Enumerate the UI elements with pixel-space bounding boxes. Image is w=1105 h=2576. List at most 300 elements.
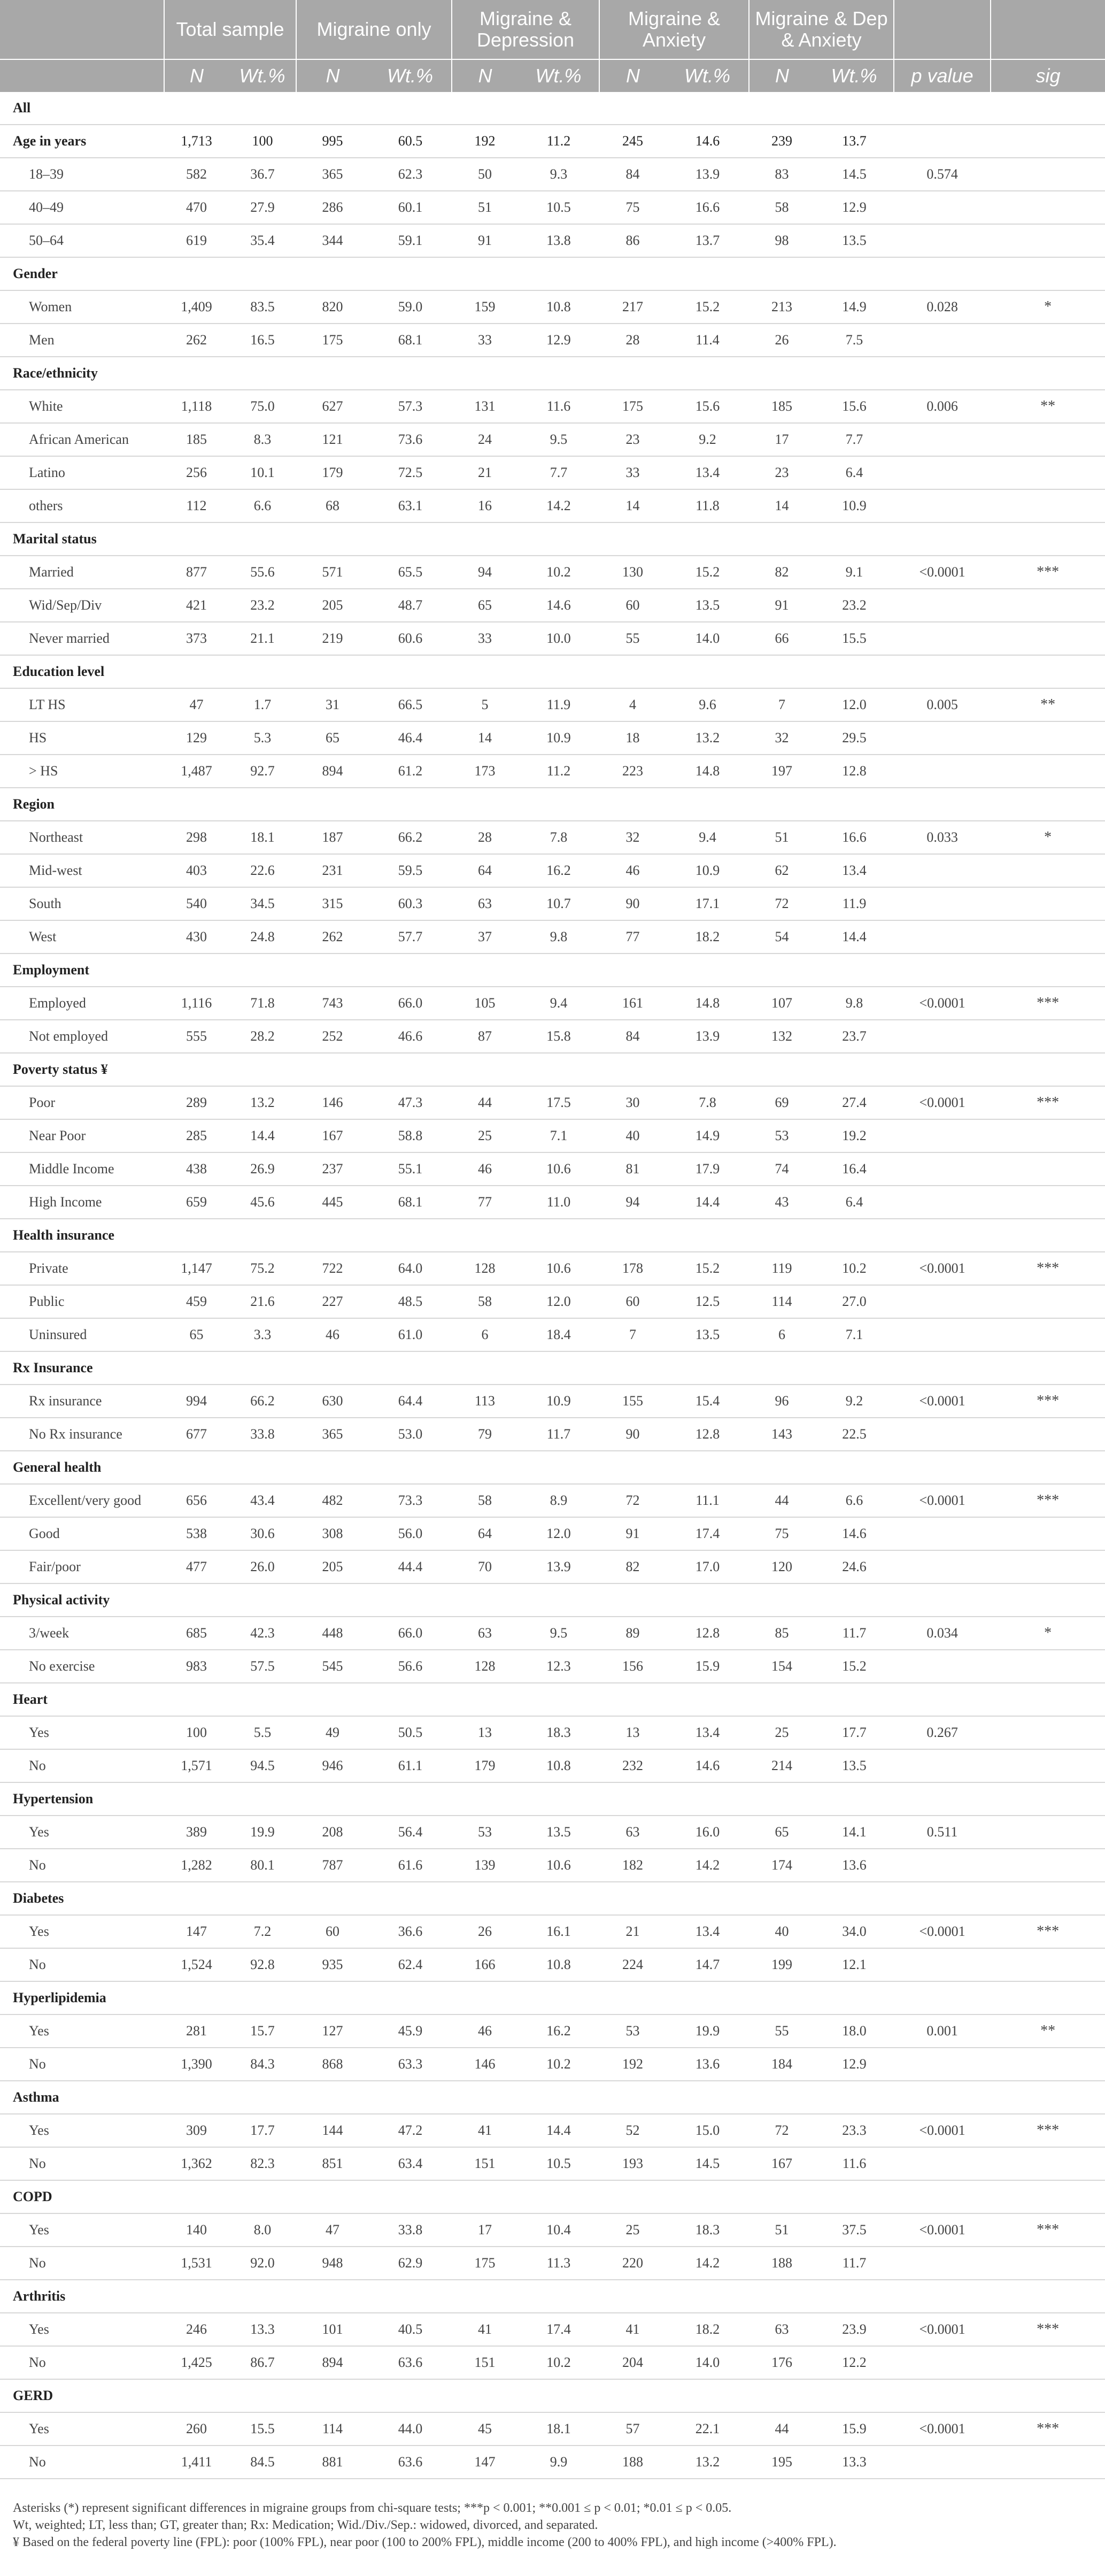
cell-mig-dep-n: 28	[452, 821, 518, 854]
cell-migraine-only-n: 219	[296, 622, 369, 655]
cell-total-n: 1,362	[164, 2147, 229, 2180]
cell-mig-dep-n: 146	[452, 2048, 518, 2081]
subheader-n: N	[296, 59, 369, 92]
cell-mig-dep-anx-n: 184	[749, 2048, 815, 2081]
section-label: Heart	[0, 1683, 1105, 1716]
cell-mig-anx-wt: 17.1	[666, 887, 749, 920]
cell-mig-dep-anx-n: 53	[749, 1119, 815, 1152]
cell-mig-anx-n: 55	[599, 622, 666, 655]
cell-migraine-only-wt: 66.5	[369, 688, 452, 721]
cell-mig-anx-n: 72	[599, 1484, 666, 1517]
cell-total-n: 659	[164, 1186, 229, 1219]
cell-migraine-only-wt: 62.9	[369, 2247, 452, 2280]
table-row	[0, 2313, 1105, 2346]
section-row	[0, 2280, 1105, 2313]
cell-sig	[991, 1948, 1105, 1981]
cell-mig-anx-n: 86	[599, 224, 666, 257]
cell-mig-anx-n: 60	[599, 589, 666, 622]
cell-mig-dep-wt: 10.0	[518, 622, 599, 655]
cell-total-n: 47	[164, 688, 229, 721]
cell-mig-dep-n: 113	[452, 1385, 518, 1418]
cell-mig-dep-anx-n: 143	[749, 1418, 815, 1451]
section-label: Poverty status ¥	[0, 1053, 1105, 1086]
cell-mig-dep-n: 33	[452, 622, 518, 655]
cell-total-n: 260	[164, 2412, 229, 2446]
cell-mig-anx-n: 7	[599, 1318, 666, 1351]
cell-total-wt: 42.3	[229, 1617, 296, 1650]
cell-mig-anx-n: 46	[599, 854, 666, 887]
cell-mig-anx-wt: 10.9	[666, 854, 749, 887]
header-group-row	[0, 0, 1105, 59]
cell-mig-dep-anx-wt: 23.9	[815, 2313, 894, 2346]
cell-mig-dep-n: 13	[452, 1716, 518, 1749]
cell-total-n: 685	[164, 1617, 229, 1650]
section-label: Diabetes	[0, 1882, 1105, 1915]
cell-mig-dep-anx-wt: 16.4	[815, 1152, 894, 1186]
cell-mig-dep-n: 16	[452, 489, 518, 522]
table-row	[0, 290, 1105, 324]
cell-mig-anx-n: 91	[599, 1517, 666, 1550]
cell-mig-dep-anx-wt: 37.5	[815, 2213, 894, 2247]
cell-total-wt: 92.0	[229, 2247, 296, 2280]
cell-total-wt: 21.6	[229, 1285, 296, 1318]
cell-mig-dep-anx-wt: 14.5	[815, 158, 894, 191]
cell-sig	[991, 1716, 1105, 1749]
cell-mig-anx-wt: 13.4	[666, 456, 749, 489]
cell-mig-anx-wt: 11.1	[666, 1484, 749, 1517]
cell-mig-dep-anx-wt: 18.0	[815, 2014, 894, 2048]
cell-mig-anx-wt: 14.5	[666, 2147, 749, 2180]
cell-mig-dep-n: 17	[452, 2213, 518, 2247]
cell-mig-dep-wt: 11.2	[518, 755, 599, 788]
cell-total-wt: 18.1	[229, 821, 296, 854]
cell-migraine-only-n: 286	[296, 191, 369, 224]
header-migraine-anxiety: Migraine & Anxiety	[599, 0, 749, 59]
table-row	[0, 1749, 1105, 1782]
cell-mig-dep-n: 21	[452, 456, 518, 489]
section-row	[0, 1219, 1105, 1252]
cell-p-value	[894, 1186, 991, 1219]
cell-mig-anx-n: 192	[599, 2048, 666, 2081]
table-row	[0, 1484, 1105, 1517]
cell-migraine-only-wt: 64.4	[369, 1385, 452, 1418]
cell-mig-dep-anx-wt: 7.5	[815, 324, 894, 357]
cell-sig	[991, 1318, 1105, 1351]
cell-mig-dep-n: 128	[452, 1650, 518, 1683]
section-label: Race/ethnicity	[0, 357, 1105, 390]
cell-mig-anx-n: 130	[599, 556, 666, 589]
cell-mig-anx-n: 52	[599, 2114, 666, 2147]
table-row	[0, 423, 1105, 456]
cell-migraine-only-wt: 45.9	[369, 2014, 452, 2048]
cell-total-wt: 92.7	[229, 755, 296, 788]
row-label: Employed	[0, 987, 164, 1020]
cell-mig-dep-anx-n: 72	[749, 2114, 815, 2147]
row-label: > HS	[0, 755, 164, 788]
cell-mig-anx-wt: 17.4	[666, 1517, 749, 1550]
cell-mig-anx-n: 53	[599, 2014, 666, 2048]
table-row	[0, 1086, 1105, 1119]
cell-p-value: <0.0001	[894, 2213, 991, 2247]
cell-total-wt: 14.4	[229, 1119, 296, 1152]
cell-mig-dep-anx-wt: 27.4	[815, 1086, 894, 1119]
cell-mig-dep-wt: 9.8	[518, 920, 599, 953]
cell-p-value	[894, 854, 991, 887]
cell-migraine-only-n: 722	[296, 1252, 369, 1285]
section-label: Arthritis	[0, 2280, 1105, 2313]
cell-mig-dep-n: 151	[452, 2147, 518, 2180]
cell-total-n: 582	[164, 158, 229, 191]
cell-total-n: 1,524	[164, 1948, 229, 1981]
cell-mig-dep-anx-n: 54	[749, 920, 815, 953]
header-total-sample: Total sample	[164, 0, 296, 59]
cell-mig-anx-wt: 7.8	[666, 1086, 749, 1119]
cell-mig-dep-anx-wt: 13.6	[815, 1849, 894, 1882]
cell-sig	[991, 423, 1105, 456]
cell-sig: ***	[991, 2114, 1105, 2147]
cell-mig-dep-anx-n: 195	[749, 2446, 815, 2479]
cell-mig-dep-anx-wt: 34.0	[815, 1915, 894, 1948]
cell-migraine-only-wt: 59.5	[369, 854, 452, 887]
cell-migraine-only-n: 121	[296, 423, 369, 456]
cell-mig-dep-n: 50	[452, 158, 518, 191]
cell-mig-dep-n: 53	[452, 1816, 518, 1849]
cell-mig-dep-n: 25	[452, 1119, 518, 1152]
cell-mig-dep-wt: 13.8	[518, 224, 599, 257]
cell-mig-dep-n: 51	[452, 191, 518, 224]
cell-mig-anx-wt: 13.4	[666, 1716, 749, 1749]
cell-migraine-only-n: 144	[296, 2114, 369, 2147]
cell-mig-dep-anx-wt: 10.9	[815, 489, 894, 522]
cell-total-n: 1,425	[164, 2346, 229, 2379]
cell-total-n: 540	[164, 887, 229, 920]
cell-mig-dep-anx-n: 58	[749, 191, 815, 224]
cell-mig-dep-anx-n: 98	[749, 224, 815, 257]
cell-mig-anx-n: 4	[599, 688, 666, 721]
cell-total-wt: 36.7	[229, 158, 296, 191]
cell-migraine-only-wt: 66.0	[369, 1617, 452, 1650]
table-row	[0, 1119, 1105, 1152]
table-row	[0, 755, 1105, 788]
cell-mig-dep-wt: 8.9	[518, 1484, 599, 1517]
cell-sig	[991, 1550, 1105, 1583]
cell-mig-anx-wt: 19.9	[666, 2014, 749, 2048]
cell-mig-dep-anx-wt: 11.6	[815, 2147, 894, 2180]
cell-sig: **	[991, 688, 1105, 721]
cell-mig-dep-anx-wt: 9.1	[815, 556, 894, 589]
table-row	[0, 2014, 1105, 2048]
cell-migraine-only-n: 308	[296, 1517, 369, 1550]
subheader-sig: sig	[991, 59, 1105, 92]
row-label: African American	[0, 423, 164, 456]
table-row	[0, 1020, 1105, 1053]
cell-mig-dep-anx-n: 14	[749, 489, 815, 522]
cell-migraine-only-wt: 57.7	[369, 920, 452, 953]
cell-p-value	[894, 1650, 991, 1683]
cell-migraine-only-n: 205	[296, 589, 369, 622]
cell-migraine-only-wt: 68.1	[369, 1186, 452, 1219]
cell-sig: ***	[991, 2412, 1105, 2446]
table-row	[0, 2048, 1105, 2081]
cell-sig: ***	[991, 1086, 1105, 1119]
cell-p-value: <0.0001	[894, 2313, 991, 2346]
cell-mig-anx-n: 18	[599, 721, 666, 755]
cell-migraine-only-n: 187	[296, 821, 369, 854]
row-label: Poor	[0, 1086, 164, 1119]
row-label: 3/week	[0, 1617, 164, 1650]
table-row	[0, 2147, 1105, 2180]
cell-migraine-only-n: 946	[296, 1749, 369, 1782]
cell-total-n: 538	[164, 1517, 229, 1550]
cell-mig-dep-anx-n: 75	[749, 1517, 815, 1550]
table-row	[0, 2114, 1105, 2147]
row-label: Yes	[0, 2213, 164, 2247]
cell-migraine-only-wt: 73.3	[369, 1484, 452, 1517]
cell-mig-dep-anx-n: 91	[749, 589, 815, 622]
cell-total-wt: 71.8	[229, 987, 296, 1020]
table-row	[0, 1285, 1105, 1318]
cell-sig: ***	[991, 1484, 1105, 1517]
cell-migraine-only-wt: 61.2	[369, 755, 452, 788]
cell-mig-dep-wt: 9.5	[518, 423, 599, 456]
cell-mig-anx-wt: 9.6	[666, 688, 749, 721]
section-row	[0, 1451, 1105, 1484]
cell-mig-anx-wt: 9.4	[666, 821, 749, 854]
cell-p-value: <0.0001	[894, 1484, 991, 1517]
section-label: Rx Insurance	[0, 1351, 1105, 1385]
cell-total-n: 262	[164, 324, 229, 357]
table-row	[0, 191, 1105, 224]
cell-mig-dep-anx-wt: 23.7	[815, 1020, 894, 1053]
footnote-poverty: ¥ Based on the federal poverty line (FPL): poor (100% FPL), near poor (100 to 200% FPL), middle income (200 to 400% FPL), and high income (>400% FPL).	[13, 2535, 837, 2549]
cell-migraine-only-n: 545	[296, 1650, 369, 1683]
cell-mig-dep-wt: 9.5	[518, 1617, 599, 1650]
row-label: Excellent/very good	[0, 1484, 164, 1517]
cell-mig-anx-n: 175	[599, 390, 666, 423]
cell-total-n: 147	[164, 1915, 229, 1948]
row-label: 40–49	[0, 191, 164, 224]
cell-mig-dep-anx-wt: 13.4	[815, 854, 894, 887]
row-label: No exercise	[0, 1650, 164, 1683]
row-label: Yes	[0, 1915, 164, 1948]
cell-mig-dep-anx-wt: 7.7	[815, 423, 894, 456]
cell-mig-dep-wt: 14.2	[518, 489, 599, 522]
cell-total-wt: 100	[229, 125, 296, 158]
cell-mig-anx-wt: 22.1	[666, 2412, 749, 2446]
cell-migraine-only-n: 630	[296, 1385, 369, 1418]
cell-migraine-only-wt: 73.6	[369, 423, 452, 456]
subheader-wt: Wt.%	[369, 59, 452, 92]
cell-p-value: <0.0001	[894, 1086, 991, 1119]
cell-p-value	[894, 1285, 991, 1318]
cell-mig-dep-wt: 10.6	[518, 1152, 599, 1186]
cell-total-wt: 1.7	[229, 688, 296, 721]
cell-mig-dep-anx-n: 25	[749, 1716, 815, 1749]
cell-migraine-only-wt: 61.6	[369, 1849, 452, 1882]
section-row	[0, 92, 1105, 125]
table-row	[0, 622, 1105, 655]
cell-mig-dep-n: 173	[452, 755, 518, 788]
cell-migraine-only-n: 208	[296, 1816, 369, 1849]
cell-sig	[991, 622, 1105, 655]
cell-total-wt: 26.0	[229, 1550, 296, 1583]
cell-mig-anx-n: 90	[599, 1418, 666, 1451]
cell-mig-dep-anx-n: 185	[749, 390, 815, 423]
cell-mig-anx-wt: 15.2	[666, 1252, 749, 1285]
table-row	[0, 324, 1105, 357]
section-label: COPD	[0, 2180, 1105, 2213]
cell-total-wt: 26.9	[229, 1152, 296, 1186]
footnote-asterisks: Asterisks (*) represent significant differences in migraine groups from chi-square tests; ***p < 0.001; **0.001 ≤ p < 0.01; *0.01 ≤ p < 0.05.	[13, 2501, 732, 2515]
table-row	[0, 456, 1105, 489]
cell-mig-dep-anx-wt: 12.9	[815, 191, 894, 224]
cell-migraine-only-n: 948	[296, 2247, 369, 2280]
cell-total-n: 1,147	[164, 1252, 229, 1285]
cell-total-wt: 66.2	[229, 1385, 296, 1418]
cell-migraine-only-n: 445	[296, 1186, 369, 1219]
cell-migraine-only-wt: 63.3	[369, 2048, 452, 2081]
cell-mig-dep-anx-wt: 13.5	[815, 224, 894, 257]
cell-p-value	[894, 2446, 991, 2479]
row-label: Mid-west	[0, 854, 164, 887]
cell-mig-anx-wt: 14.8	[666, 755, 749, 788]
section-label: All	[0, 92, 1105, 125]
cell-mig-anx-n: 155	[599, 1385, 666, 1418]
cell-mig-dep-wt: 10.8	[518, 1948, 599, 1981]
cell-mig-dep-wt: 7.1	[518, 1119, 599, 1152]
cell-total-wt: 43.4	[229, 1484, 296, 1517]
section-row	[0, 2379, 1105, 2412]
cell-p-value	[894, 1119, 991, 1152]
cell-mig-dep-wt: 10.2	[518, 2048, 599, 2081]
cell-migraine-only-n: 175	[296, 324, 369, 357]
cell-total-n: 65	[164, 1318, 229, 1351]
cell-mig-dep-n: 46	[452, 1152, 518, 1186]
cell-mig-anx-wt: 11.4	[666, 324, 749, 357]
cell-mig-dep-wt: 11.7	[518, 1418, 599, 1451]
cell-mig-dep-n: 128	[452, 1252, 518, 1285]
cell-migraine-only-n: 448	[296, 1617, 369, 1650]
table-row	[0, 158, 1105, 191]
cell-mig-dep-anx-n: 85	[749, 1617, 815, 1650]
section-row	[0, 1981, 1105, 2014]
cell-total-n: 256	[164, 456, 229, 489]
row-label: No	[0, 2247, 164, 2280]
cell-mig-anx-n: 84	[599, 1020, 666, 1053]
table-row	[0, 1550, 1105, 1583]
row-label: Yes	[0, 2412, 164, 2446]
cell-mig-anx-n: 193	[599, 2147, 666, 2180]
cell-migraine-only-n: 65	[296, 721, 369, 755]
cell-total-n: 285	[164, 1119, 229, 1152]
row-label: Public	[0, 1285, 164, 1318]
cell-migraine-only-n: 227	[296, 1285, 369, 1318]
cell-p-value	[894, 2048, 991, 2081]
cell-migraine-only-wt: 56.0	[369, 1517, 452, 1550]
cell-mig-anx-n: 23	[599, 423, 666, 456]
cell-mig-dep-n: 41	[452, 2313, 518, 2346]
cell-total-n: 389	[164, 1816, 229, 1849]
section-row	[0, 522, 1105, 556]
cell-mig-dep-anx-wt: 15.6	[815, 390, 894, 423]
cell-sig	[991, 224, 1105, 257]
cell-total-wt: 10.1	[229, 456, 296, 489]
cell-mig-anx-wt: 18.3	[666, 2213, 749, 2247]
cell-mig-dep-wt: 10.7	[518, 887, 599, 920]
cell-mig-anx-n: 89	[599, 1617, 666, 1650]
cell-mig-dep-anx-wt: 12.0	[815, 688, 894, 721]
header-migraine-depression: Migraine & Depression	[452, 0, 599, 59]
cell-total-n: 421	[164, 589, 229, 622]
cell-migraine-only-wt: 40.5	[369, 2313, 452, 2346]
cell-mig-dep-anx-n: 51	[749, 821, 815, 854]
cell-migraine-only-n: 894	[296, 755, 369, 788]
cell-mig-dep-n: 139	[452, 1849, 518, 1882]
header-migraine-dep-anxiety: Migraine & Dep & Anxiety	[749, 0, 894, 59]
cell-mig-anx-n: 182	[599, 1849, 666, 1882]
cell-p-value	[894, 1550, 991, 1583]
row-label: West	[0, 920, 164, 953]
cell-p-value	[894, 1418, 991, 1451]
cell-mig-dep-wt: 9.4	[518, 987, 599, 1020]
cell-mig-dep-anx-wt: 15.2	[815, 1650, 894, 1683]
cell-total-n: 470	[164, 191, 229, 224]
cell-total-wt: 7.2	[229, 1915, 296, 1948]
cell-mig-anx-wt: 14.9	[666, 1119, 749, 1152]
cell-total-wt: 16.5	[229, 324, 296, 357]
cell-total-wt: 57.5	[229, 1650, 296, 1683]
row-label: others	[0, 489, 164, 522]
cell-p-value: <0.0001	[894, 1385, 991, 1418]
cell-mig-dep-anx-wt: 24.6	[815, 1550, 894, 1583]
cell-migraine-only-wt: 50.5	[369, 1716, 452, 1749]
section-label: Health insurance	[0, 1219, 1105, 1252]
cell-mig-dep-anx-wt: 15.5	[815, 622, 894, 655]
cell-total-n: 619	[164, 224, 229, 257]
cell-mig-dep-anx-wt: 23.3	[815, 2114, 894, 2147]
cell-migraine-only-n: 571	[296, 556, 369, 589]
cell-mig-dep-n: 131	[452, 390, 518, 423]
cell-mig-dep-n: 94	[452, 556, 518, 589]
cell-mig-anx-wt: 13.5	[666, 589, 749, 622]
cell-mig-anx-n: 77	[599, 920, 666, 953]
cell-mig-dep-wt: 16.2	[518, 854, 599, 887]
cell-sig	[991, 1849, 1105, 1882]
cell-mig-anx-wt: 17.9	[666, 1152, 749, 1186]
cell-mig-anx-wt: 14.2	[666, 1849, 749, 1882]
cell-migraine-only-wt: 64.0	[369, 1252, 452, 1285]
cell-total-wt: 94.5	[229, 1749, 296, 1782]
section-row	[0, 1583, 1105, 1617]
cell-mig-dep-anx-wt: 12.1	[815, 1948, 894, 1981]
subheader-n: N	[164, 59, 229, 92]
row-label: 50–64	[0, 224, 164, 257]
table-row	[0, 721, 1105, 755]
cell-total-wt: 92.8	[229, 1948, 296, 1981]
cell-p-value: <0.0001	[894, 2114, 991, 2147]
cell-migraine-only-n: 315	[296, 887, 369, 920]
cell-sig: *	[991, 1617, 1105, 1650]
subheader-n: N	[599, 59, 666, 92]
section-row	[0, 257, 1105, 290]
cell-mig-dep-anx-n: 44	[749, 2412, 815, 2446]
subheader-wt: Wt.%	[815, 59, 894, 92]
section-label: Employment	[0, 953, 1105, 987]
cell-mig-anx-wt: 18.2	[666, 920, 749, 953]
cell-mig-anx-n: 84	[599, 158, 666, 191]
cell-mig-anx-n: 33	[599, 456, 666, 489]
cell-total-wt: 8.3	[229, 423, 296, 456]
